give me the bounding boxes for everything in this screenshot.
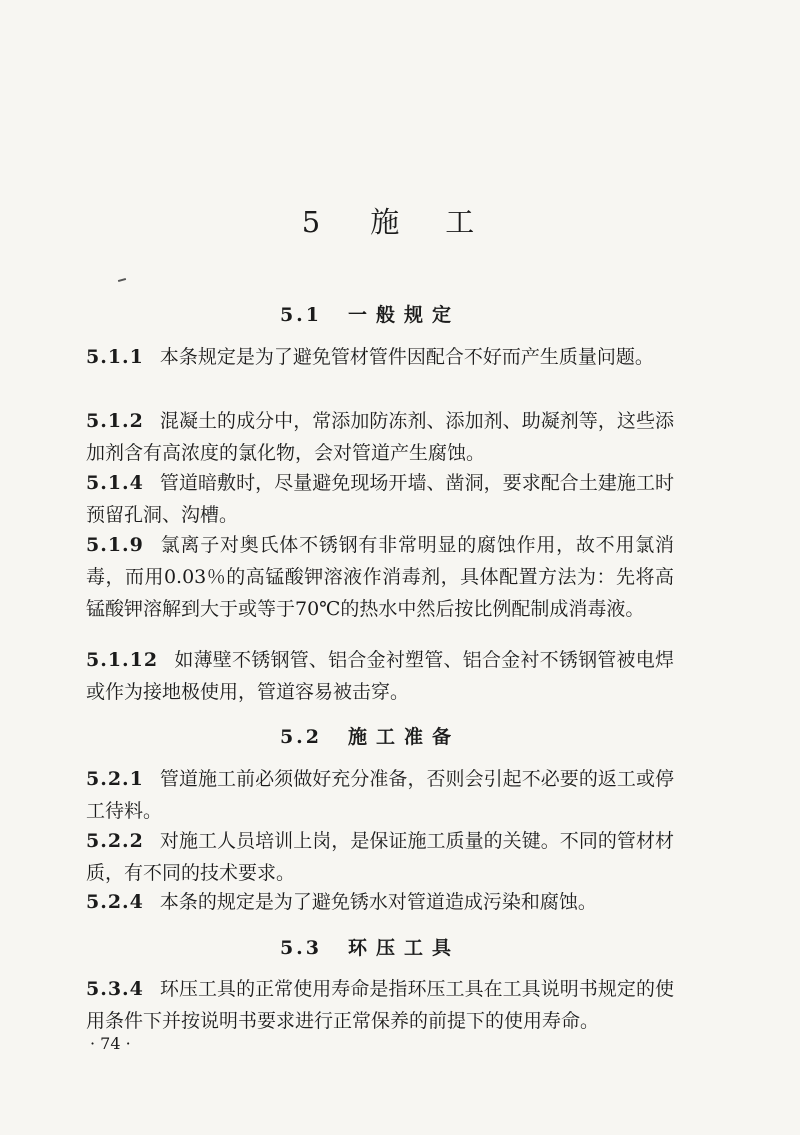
clause-number: 5.1.9 <box>86 534 144 556</box>
clause <box>86 341 674 373</box>
clause-number: 5.1.12 <box>86 649 159 671</box>
chapter-title <box>0 200 800 241</box>
clause-text: 管道施工前必须做好充分准备，否则会引起不必要的返工或停工待料。 <box>86 768 674 822</box>
clause-number: 5.1.2 <box>86 410 144 432</box>
section-heading <box>0 300 740 327</box>
clause <box>86 405 674 469</box>
clause-number: 5.2.1 <box>86 768 144 790</box>
clause <box>86 763 674 827</box>
clause-number: 5.1.1 <box>86 346 144 368</box>
section-title: 环压工具 <box>348 937 461 959</box>
section-number: 5.1 <box>279 304 323 326</box>
clause <box>86 467 674 531</box>
chapter-title-char: 施 <box>370 205 402 239</box>
clause-number: 5.2.2 <box>86 830 144 852</box>
clause <box>86 886 674 918</box>
clause-number: 5.1.4 <box>86 472 144 494</box>
clause-text: 对施工人员培训上岗，是保证施工质量的关键。不同的管材材质，有不同的技术要求。 <box>86 830 674 884</box>
section-title: 一般规定 <box>348 304 461 326</box>
clause-text: 如薄壁不锈钢管、铝合金衬塑管、铝合金衬不锈钢管被电焊或作为接地极使用，管道容易被击穿。 <box>86 649 674 703</box>
clause-text: 氯离子对奥氏体不锈钢有非常明显的腐蚀作用，故不用氯消毒，而用0.03％的高锰酸钾溶液作消毒剂，具体配置方法为：先将高锰酸钾溶解到大于或等于70℃的热水中然后按比例配制成消毒液。 <box>86 534 674 620</box>
chapter-title-char: 工 <box>445 205 477 239</box>
clause-text: 本条的规定是为了避免锈水对管道造成污染和腐蚀。 <box>159 891 597 913</box>
clause-text: 管道暗敷时，尽量避免现场开墙、凿洞，要求配合土建施工时预留孔洞、沟槽。 <box>86 472 674 526</box>
section-heading <box>0 933 740 960</box>
chapter-number: 5 <box>301 205 323 239</box>
clause-number: 5.3.4 <box>86 978 144 1000</box>
clause-text: 混凝土的成分中，常添加防冻剂、添加剂、助凝剂等，这些添加剂含有高浓度的氯化物，会对管道产生腐蚀。 <box>86 410 674 464</box>
section-number: 5.3 <box>279 937 323 959</box>
clause-text: 本条规定是为了避免管材管件因配合不好而产生质量问题。 <box>159 346 654 368</box>
clause <box>86 973 674 1037</box>
section-heading <box>0 722 740 749</box>
section-title: 施工准备 <box>348 726 461 748</box>
clause <box>86 825 674 889</box>
page-number: · 74 · <box>90 1034 131 1053</box>
clause-text: 环压工具的正常使用寿命是指环压工具在工具说明书规定的使用条件下并按说明书要求进行正常保养的前提下的使用寿命。 <box>86 978 674 1032</box>
clause <box>86 529 674 625</box>
clause <box>86 644 674 708</box>
section-number: 5.2 <box>279 726 323 748</box>
clause-number: 5.2.4 <box>86 891 144 913</box>
scan-mark <box>118 278 126 282</box>
